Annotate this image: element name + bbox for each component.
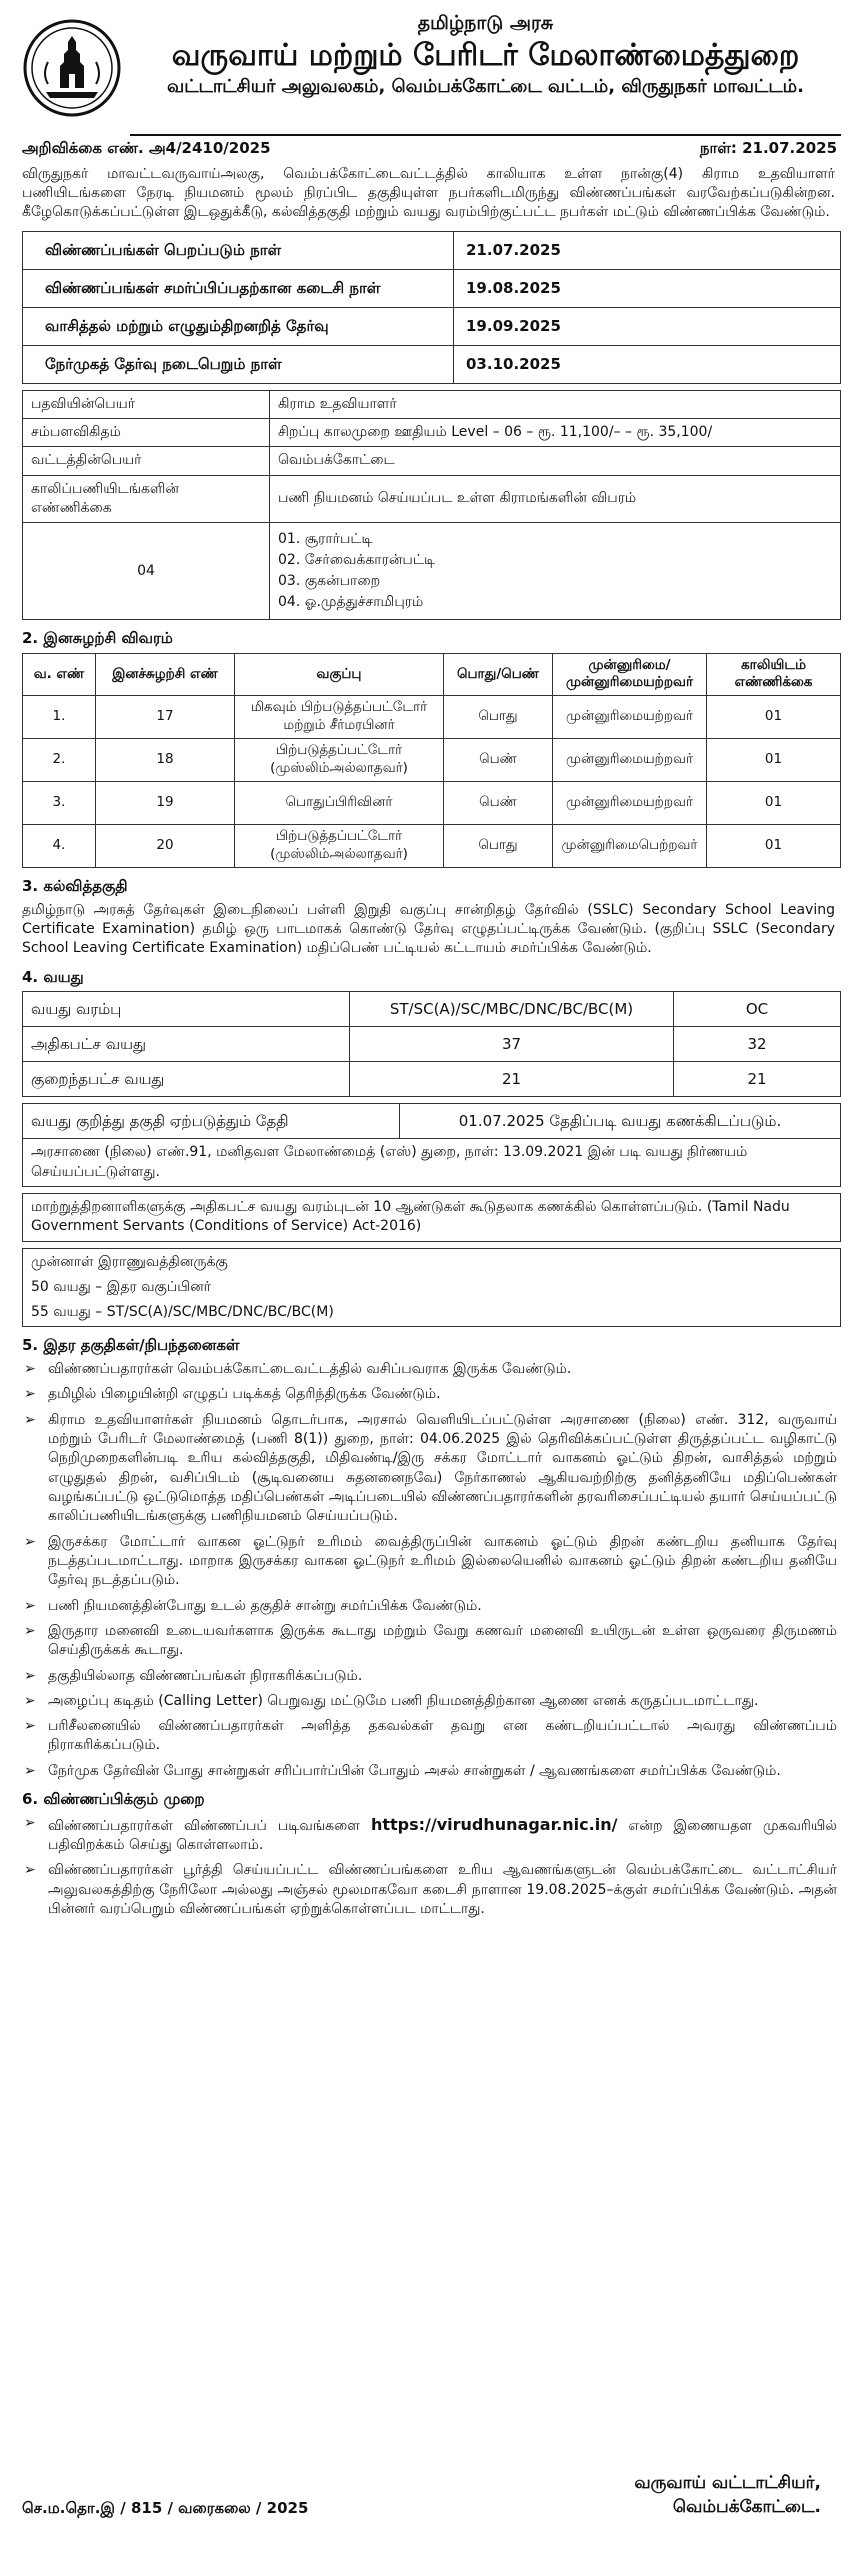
education-title: 3. கல்வித்தகுதி	[22, 876, 128, 895]
age-row-label: அதிகபட்ச வயது	[23, 1027, 350, 1062]
tamil-nadu-emblem-icon	[22, 18, 122, 118]
list-item: ➢ அழைப்பு கடிதம் (Calling Letter) பெறுவது மட்டுமே பணி நியமனத்திற்கான ஆணை எனக் கருதப்படமாட்டாது.	[22, 1692, 837, 1711]
column-header: முன்னுரிமை/ முன்னுரிமையற்றவர்	[553, 653, 707, 695]
column-header: காலியிடம் எண்ணிக்கை	[707, 653, 841, 695]
table-cell: 18	[96, 738, 235, 781]
table-row	[23, 345, 841, 383]
age-col-reserved: ST/SC(A)/SC/MBC/DNC/BC/BC(M)	[350, 992, 674, 1027]
table-cell: முன்னுரிமையற்றவர்	[553, 695, 707, 738]
table-cell: 19	[96, 781, 235, 824]
column-header: பொது/பெண்	[444, 653, 553, 695]
list-item: 01. சூரார்பட்டி	[278, 531, 373, 548]
table-cell: 17	[96, 695, 235, 738]
table-header-row	[23, 992, 841, 1027]
table-row	[23, 390, 841, 418]
vacancy-header: பணி நியமனம் செய்யப்பட உள்ள கிராமங்களின் விபரம்	[270, 475, 841, 523]
apply-title: 6. விண்ணப்பிக்கும் முறை	[22, 1790, 205, 1809]
table-cell: முன்னுரிமையற்றவர்	[553, 781, 707, 824]
date-label: வாசித்தல் மற்றும் எழுதும்திறனறித் தேர்வு	[23, 307, 454, 345]
list-item: ➢ தமிழில் பிழையின்றி எழுதப் படிக்கத் தெரிந்திருக்க வேண்டும்.	[22, 1385, 837, 1404]
table-row	[23, 307, 841, 345]
arrow-bullet-icon: ➢	[24, 1386, 36, 1403]
table-row	[23, 1104, 841, 1139]
age-row-label: குறைந்தபட்ச வயது	[23, 1062, 350, 1097]
table-cell: பிற்படுத்தப்பட்டோர் (முஸ்லிம்அல்லாதவர்)	[235, 738, 444, 781]
table-row	[23, 269, 841, 307]
vacancy-count: 04	[23, 523, 270, 620]
arrow-bullet-icon: ➢	[24, 1361, 36, 1378]
list-item: ➢ இருதார மனைவி உடையவர்களாக இருக்க கூடாது மற்றும் வேறு கணவர் மனைவி உயிருடன் உள்ள ஒருவரை திருமணம் செய்திருக்கக் கூடாது.	[24, 1622, 837, 1659]
department-name: வருவாய் மற்றும் பேரிடர் மேலாண்மைத்துறை	[171, 38, 800, 74]
taluk-value: வெம்பக்கோட்டை	[270, 447, 841, 475]
conditions-title: 5. இதர தகுதிகள்/நிபந்தனைகள்	[22, 1336, 240, 1355]
ex-service-line: 50 வயது – இதர வகுப்பினர்	[31, 1278, 211, 1295]
arrow-bullet-icon: ➢	[24, 1597, 36, 1614]
notice-date: நாள்: 21.07.2025	[699, 139, 837, 157]
date-label: விண்ணப்பங்கள் சமர்ப்பிப்பதற்கான கடைசி நாள்	[23, 269, 454, 307]
reservation-table	[22, 653, 841, 868]
post-name-label: பதவியின்பெயர்	[23, 390, 270, 418]
table-row	[23, 447, 841, 475]
ex-service-title: முன்னாள் இராணுவத்தினருக்கு	[31, 1253, 228, 1270]
pay-scale-value: சிறப்பு காலமுறை ஊதியம் Level – 06 – ரூ. 11,100/– – ரூ. 35,100/	[270, 418, 841, 446]
table-cell: பெண்	[444, 781, 553, 824]
age-col-oc: OC	[674, 992, 841, 1027]
date-value: 21.07.2025	[454, 231, 841, 269]
list-item: ➢ தகுதியில்லாத விண்ணப்பங்கள் நிராகரிக்கப்படும்.	[22, 1667, 837, 1686]
table-cell: பொதுப்பிரிவினர்	[235, 781, 444, 824]
list-item: 03. குகன்பாறை	[278, 573, 381, 590]
header-divider	[130, 134, 841, 136]
age-row-reserved: 21	[350, 1062, 674, 1097]
list-item: 04. ஓ.முத்துச்சாமிபுரம்	[278, 594, 424, 611]
arrow-bullet-icon: ➢	[24, 1718, 36, 1735]
table-cell: மிகவும் பிற்படுத்தப்பட்டோர் மற்றும் சீர்மரபினர்	[235, 695, 444, 738]
age-row-oc: 32	[674, 1027, 841, 1062]
footer	[22, 2472, 841, 2520]
table-cell: 3.	[23, 781, 96, 824]
arrow-bullet-icon: ➢	[24, 1411, 36, 1428]
list-item: ➢ நேர்முக தேர்வின் போது சான்றுகள் சரிப்பார்ப்பின் போதும் அசல் சான்றுகள் / ஆவணங்களை சமர்ப்பிக்க வேண்டும்.	[22, 1762, 837, 1781]
age-row-oc: 21	[674, 1062, 841, 1097]
table-cell: 01	[707, 738, 841, 781]
table-header-row	[23, 653, 841, 695]
release-code: செ.ம.தொ.இ / 815 / வரைகலை / 2025	[22, 2499, 309, 2517]
date-value: 19.08.2025	[454, 269, 841, 307]
table-cell: 2.	[23, 738, 96, 781]
list-item: ➢ விண்ணப்பதாரர்கள் விண்ணப்பப் படிவங்களை https://virudhunagar.nic.in/ என்ற இணையதள முகவரியில் பதிவிறக்கம் செய்து கொள்ளலாம்.	[24, 1814, 837, 1854]
list-item: ➢ விண்ணப்பதாரர்கள் பூர்த்தி செய்யப்பட்ட விண்ணப்பங்களை உரிய ஆவணங்களுடன் வெம்பக்கோட்டை வட்டாட்சியர் அலுவலகத்திற்கு நேரிலோ அல்லது அஞ்சல் மூலமாகவோ கடைசி நாளான 19.08.2025–க்குள் சமர்ப்பிக்க வேண்டும். அதன் பின்னர் வரப்பெறும் விண்ணப்பங்கள் ஏற்றுக்கொள்ளப்பட மாட்டாது.	[24, 1862, 837, 1918]
table-cell: 01	[707, 695, 841, 738]
disabled-age-note: மாற்றுத்திறனாளிகளுக்கு அதிகபட்ச வயது வரம்புடன் 10 ஆண்டுகள் கூடுதலாக கணக்கில் கொள்ளப்படும். (Tamil Nadu Government Servants (Conditions of Service) Act-2016)	[22, 1193, 841, 1242]
age-go-note: அரசாணை (நிலை) எண்.91, மனிதவள மேலாண்மைத் (எஸ்) துறை, நாள்: 13.09.2021 இன் படி வயது நிர்ணயம் செய்யப்பட்டுள்ளது.	[22, 1139, 841, 1187]
office-address: வட்டாட்சியர் அலுவலகம், வெம்பக்கோட்டை வட்டம், விருதுநகர் மாவட்டம்.	[167, 76, 804, 98]
age-limit-table	[22, 991, 841, 1097]
list-item: ➢ கிராம உதவியாளர்கள் நியமனம் தொடர்பாக, அரசால் வெளியிடப்பட்டுள்ள அரசாணை (நிலை) எண். 312, வருவாய் மற்றும் பேரிடர் மேலாண்மைத் (பணி 8(1)) துறை, நாள்: 04.06.2025 இல் தெரிவிக்கப்பட்டுள்ள திருத்தப்பட்ட வழிகாட்டு நெறிமுறைகளின்படி உரிய கல்வித்தகுதி, மிதிவண்டி/இரு சக்கர மோட்டார் வாகனம் ஓட்டும் திறன், வாசித்தல் மற்றும் எழுதுதல் திறன், வசிப்பிடம் (சூடிவனைய சுதனனைநவே) நேர்காணல் ஆகியவற்றிற்கு தனித்தனியே மதிப்பெண்கள் வழங்கப்பட்டு ஒட்டுமொத்த மதிப்பெண்கள் அடிப்படையில் விண்ணப்பதாரர்களின் தரவரிசைப்பட்டியல் தயார் செய்யப்பட்டு காலிப்பணியிடங்களுக்கு பணிநியமனம் செய்யப்படும்.	[24, 1411, 837, 1525]
website-link[interactable]: https://virudhunagar.nic.in/	[370, 1814, 618, 1834]
education-text: தமிழ்நாடு அரசுத் தேர்வுகள் இடைநிலைப் பள்ளி இறுதி வகுப்பு சான்றிதழ் தேர்வில் (SSLC) Secondary School Leaving Certificate Examination) தமிழ் ஒரு பாடமாகக் கொண்டு தேர்வு எழுதப்பட்டிருக்க வேண்டும். (குறிப்பு SSLC (Secondary School Leaving Certificate Examination) மதிப்பெண் பட்டியல் கட்டாயம் சமர்ப்பிக்க வேண்டும்.	[22, 901, 835, 957]
list-item: ➢ பரிசீலனையில் விண்ணப்பதாரர்கள் அளித்த தகவல்கள் தவறு என கண்டறியப்பட்டால் அவரது விண்ணப்பம் நிராகரிக்கப்படும்.	[24, 1718, 837, 1754]
age-title: 4. வயது	[22, 967, 84, 986]
table-row	[23, 781, 841, 824]
taluk-label: வட்டத்தின்பெயர்	[23, 447, 270, 475]
reference-line	[22, 138, 837, 159]
date-value: 03.10.2025	[454, 345, 841, 383]
vacancy-label: காலிப்பணியிடங்களின் எண்ணிக்கை	[23, 475, 270, 523]
pay-scale-label: சம்பளவிகிதம்	[23, 418, 270, 446]
column-header: வகுப்பு	[235, 653, 444, 695]
ex-service-note	[22, 1248, 841, 1328]
list-item: ➢ இருசக்கர மோட்டார் வாகன ஓட்டுநர் உரிமம் வைத்திருப்பின் வாகனம் ஓட்டும் திறன் கண்டறிய தனியாக தேர்வு நடத்தப்படமாட்டாது. மாறாக இருசக்கர வாகன ஓட்டுநர் உரிமம் இல்லையெனில் வாகனம் ஓட்டும் திறன் கண்டறிய தனியே தேர்வு நடத்தப்படும்.	[24, 1533, 837, 1589]
table-row	[23, 738, 841, 781]
table-cell: பொது	[444, 824, 553, 867]
date-label: விண்ணப்பங்கள் பெறப்படும் நாள்	[23, 231, 454, 269]
notice-number: அறிவிக்கை எண். அ4/2410/2025	[22, 139, 271, 157]
age-row-reserved: 37	[350, 1027, 674, 1062]
table-row	[23, 1027, 841, 1062]
table-cell: 1.	[23, 695, 96, 738]
list-item: ➢ விண்ணப்பதாரர்கள் வெம்பக்கோட்டைவட்டத்தில் வசிப்பவராக இருக்க வேண்டும்.	[22, 1360, 837, 1379]
arrow-bullet-icon: ➢	[24, 1814, 36, 1831]
table-cell: முன்னுரிமைபெற்றவர்	[553, 824, 707, 867]
list-item: ➢ பணி நியமனத்தின்போது உடல் தகுதிச் சான்று சமர்ப்பிக்க வேண்டும்.	[22, 1597, 837, 1616]
age-cutoff-table	[22, 1103, 841, 1139]
table-row	[23, 418, 841, 446]
arrow-bullet-icon: ➢	[24, 1533, 36, 1550]
table-cell: 20	[96, 824, 235, 867]
date-value: 19.09.2025	[454, 307, 841, 345]
arrow-bullet-icon: ➢	[24, 1692, 36, 1709]
table-cell: பிற்படுத்தப்பட்டோர் (முஸ்லிம்அல்லாதவர்)	[235, 824, 444, 867]
table-row	[23, 824, 841, 867]
reservation-title: 2. இனசுழற்சி விவரம்	[22, 629, 173, 648]
table-cell: 01	[707, 824, 841, 867]
ex-service-line: 55 வயது – ST/SC(A)/SC/MBC/DNC/BC/BC(M)	[31, 1304, 334, 1321]
table-row	[23, 475, 841, 523]
conditions-list	[22, 1360, 837, 1781]
village-list-cell	[270, 523, 841, 620]
village-list	[278, 529, 832, 613]
column-header: வ. எண்	[23, 653, 96, 695]
date-label: நேர்முகத் தேர்வு நடைபெறும் நாள்	[23, 345, 454, 383]
post-name-value: கிராம உதவியாளர்	[270, 390, 841, 418]
table-cell: முன்னுரிமையற்றவர்	[553, 738, 707, 781]
arrow-bullet-icon: ➢	[24, 1622, 36, 1639]
arrow-bullet-icon: ➢	[24, 1762, 36, 1779]
table-cell: 4.	[23, 824, 96, 867]
table-row	[23, 1062, 841, 1097]
table-cell: பெண்	[444, 738, 553, 781]
table-row	[23, 231, 841, 269]
table-row	[23, 523, 841, 620]
age-cutoff-label: வயது குறித்து தகுதி ஏற்படுத்தும் தேதி	[23, 1104, 400, 1139]
signatory-title: வருவாய் வட்டாட்சியர்,	[634, 2473, 821, 2493]
arrow-bullet-icon: ➢	[24, 1667, 36, 1684]
letterhead	[22, 10, 841, 128]
post-details-table	[22, 390, 841, 621]
important-dates-table	[22, 231, 841, 384]
government-name: தமிழ்நாடு அரசு	[417, 12, 554, 34]
column-header: இனச்சுழற்சி எண்	[96, 653, 235, 695]
arrow-bullet-icon: ➢	[24, 1862, 36, 1879]
list-item: 02. சேர்வைக்காரன்பட்டி	[278, 552, 436, 569]
table-cell: பொது	[444, 695, 553, 738]
age-col-label: வயது வரம்பு	[23, 992, 350, 1027]
table-cell: 01	[707, 781, 841, 824]
apply-list	[22, 1814, 837, 1920]
age-cutoff-value: 01.07.2025 தேதிப்படி வயது கணக்கிடப்படும்.	[400, 1104, 841, 1139]
table-row	[23, 695, 841, 738]
intro-paragraph: விருதுநகர் மாவட்டவருவாய்அலகு, வெம்பக்கோட்டைவட்டத்தில் காலியாக உள்ள நான்கு(4) கிராம உதவியாளர் பணியிடங்களை நேரடி நியமனம் மூலம் நிரப்பிட தகுதியுள்ள நபர்களிடமிருந்து விண்ணப்பங்கள் வரவேற்கப்படுகின்றன. கீழேகொடுக்கப்பட்டுள்ள இடஒதுக்கீடு, கல்வித்தகுதி மற்றும் வயது வரம்பிற்குட்பட்ட நபர்கள் மட்டும் விண்ணப்பிக்க வேண்டும்.	[22, 165, 835, 221]
signatory-place: வெம்பக்கோட்டை.	[672, 2496, 821, 2517]
